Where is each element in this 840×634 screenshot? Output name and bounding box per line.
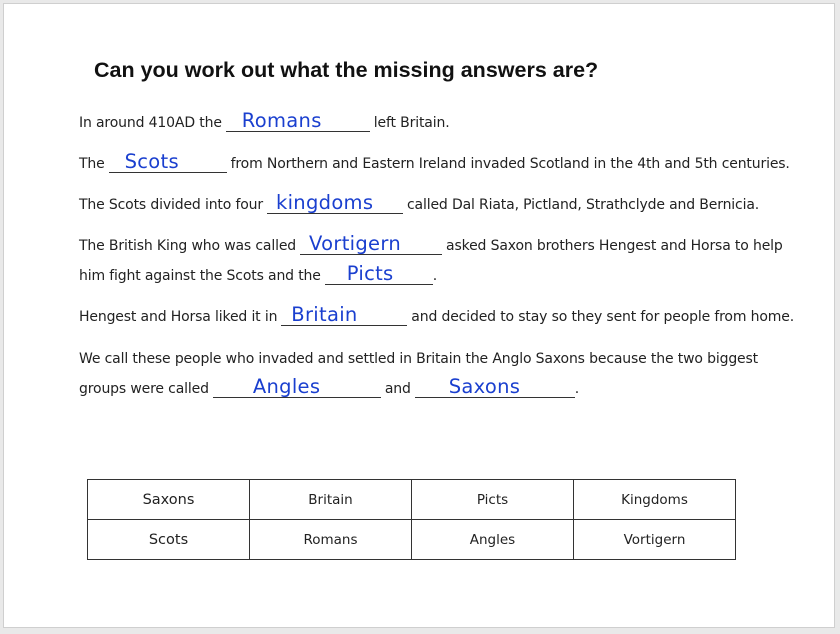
answer-blank (415, 377, 575, 398)
handwritten-answer: Britain (291, 303, 358, 326)
sentence-text: The Scots divided into four (79, 197, 263, 213)
table-row (88, 480, 736, 520)
answer-blank (109, 152, 227, 173)
sentence-line (79, 344, 758, 368)
sentence-line (79, 108, 450, 132)
sentence-text: Hengest and Horsa liked it in (79, 309, 278, 325)
sentence-text: from Northern and Eastern Ireland invaded Scotland in the 4th and 5th centuries. (230, 156, 790, 172)
answer-blank (267, 193, 403, 214)
word-bank-cell: Angles (412, 520, 574, 560)
sentence-text: left Britain. (373, 115, 450, 131)
sentence-text: The British King who was called (79, 238, 297, 254)
handwritten-answer: Angles (252, 375, 321, 398)
sentence-text: In around 410AD the (79, 115, 222, 131)
handwritten-answer: kingdoms (276, 191, 374, 214)
sentence-line (79, 302, 794, 326)
word-bank-cell: Romans (250, 520, 412, 560)
sentence-text: groups were called (79, 381, 209, 397)
sentence-line (79, 149, 790, 173)
worksheet-slide (3, 3, 835, 628)
sentence-text: and decided to stay so they sent for people from home. (411, 309, 795, 325)
sentence-text: . (574, 381, 580, 397)
sentence-line (79, 231, 783, 255)
answer-blank (281, 305, 407, 326)
sentence-line (79, 190, 759, 214)
sentence-text: and (384, 381, 411, 397)
sentence-text: . (432, 268, 438, 284)
sentence-line (79, 261, 437, 285)
sentence-text: asked Saxon brothers Hengest and Horsa to help (446, 238, 783, 254)
word-bank-cell: Vortigern (574, 520, 736, 560)
word-bank-table (87, 479, 736, 560)
table-row (88, 520, 736, 560)
word-bank-cell: Kingdoms (574, 480, 736, 520)
handwritten-answer: Picts (346, 262, 394, 285)
sentence-text: The (79, 156, 105, 172)
handwritten-answer: Vortigern (309, 232, 401, 255)
word-bank-cell: Picts (412, 480, 574, 520)
answer-blank (226, 111, 370, 132)
word-bank-cell: Saxons (88, 480, 250, 520)
sentence-line (79, 374, 579, 398)
word-bank-cell: Britain (250, 480, 412, 520)
answer-blank (325, 264, 433, 285)
sentence-text: him fight against the Scots and the (79, 268, 321, 284)
answer-blank (300, 234, 442, 255)
handwritten-answer: Romans (241, 109, 322, 132)
word-bank-cell: Scots (88, 520, 250, 560)
handwritten-answer: Scots (124, 150, 179, 173)
page-title: Can you work out what the missing answers are? (94, 58, 599, 82)
answer-blank (213, 377, 381, 398)
sentence-text: called Dal Riata, Pictland, Strathclyde and Bernicia. (407, 197, 760, 213)
sentence-text: We call these people who invaded and settled in Britain the Anglo Saxons because the two biggest (79, 351, 758, 367)
handwritten-answer: Saxons (448, 375, 521, 398)
